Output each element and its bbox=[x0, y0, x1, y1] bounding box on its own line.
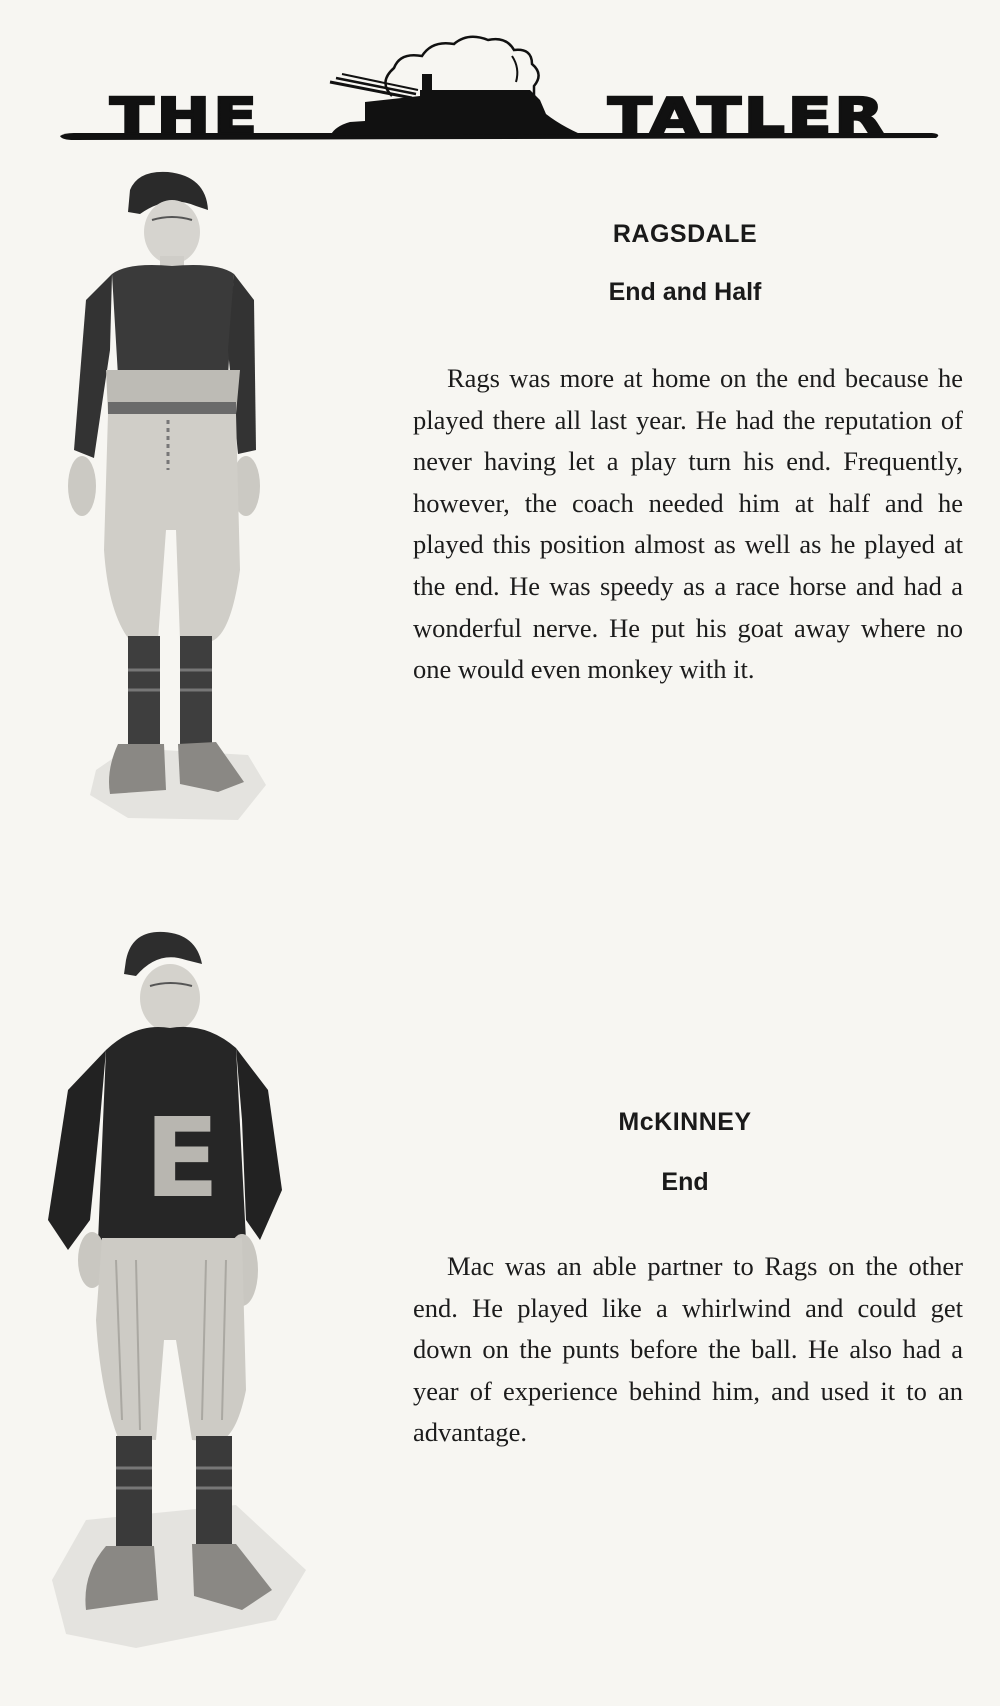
player-bio: Mac was an able partner to Rags on the other end. He played like a whirlwind and could get down on the punts before the ball. He also had a year of experience behind him, and used it to an advantage. bbox=[413, 1251, 963, 1448]
player-name: RAGSDALE bbox=[612, 220, 758, 248]
player-photo-mckinney bbox=[46, 920, 316, 1660]
player-position: End bbox=[661, 1168, 709, 1196]
masthead-title-left: THE bbox=[110, 88, 260, 146]
masthead-title-right: TATLER bbox=[608, 88, 887, 146]
player-bio: Rags was more at home on the end because he played there all last year. He had the reputation of never having let a play turn his end. Frequently, however, the coach needed him at half and he played this position almost as well as he played at the end. He was speedy as a race horse and had a wonderful nerve. He put his goat away where no one would even monkey with it. bbox=[413, 363, 963, 685]
player-name: McKINNEY bbox=[618, 1108, 752, 1136]
sweater-letter: E bbox=[144, 1094, 220, 1222]
player-position: End and Half bbox=[608, 278, 762, 306]
